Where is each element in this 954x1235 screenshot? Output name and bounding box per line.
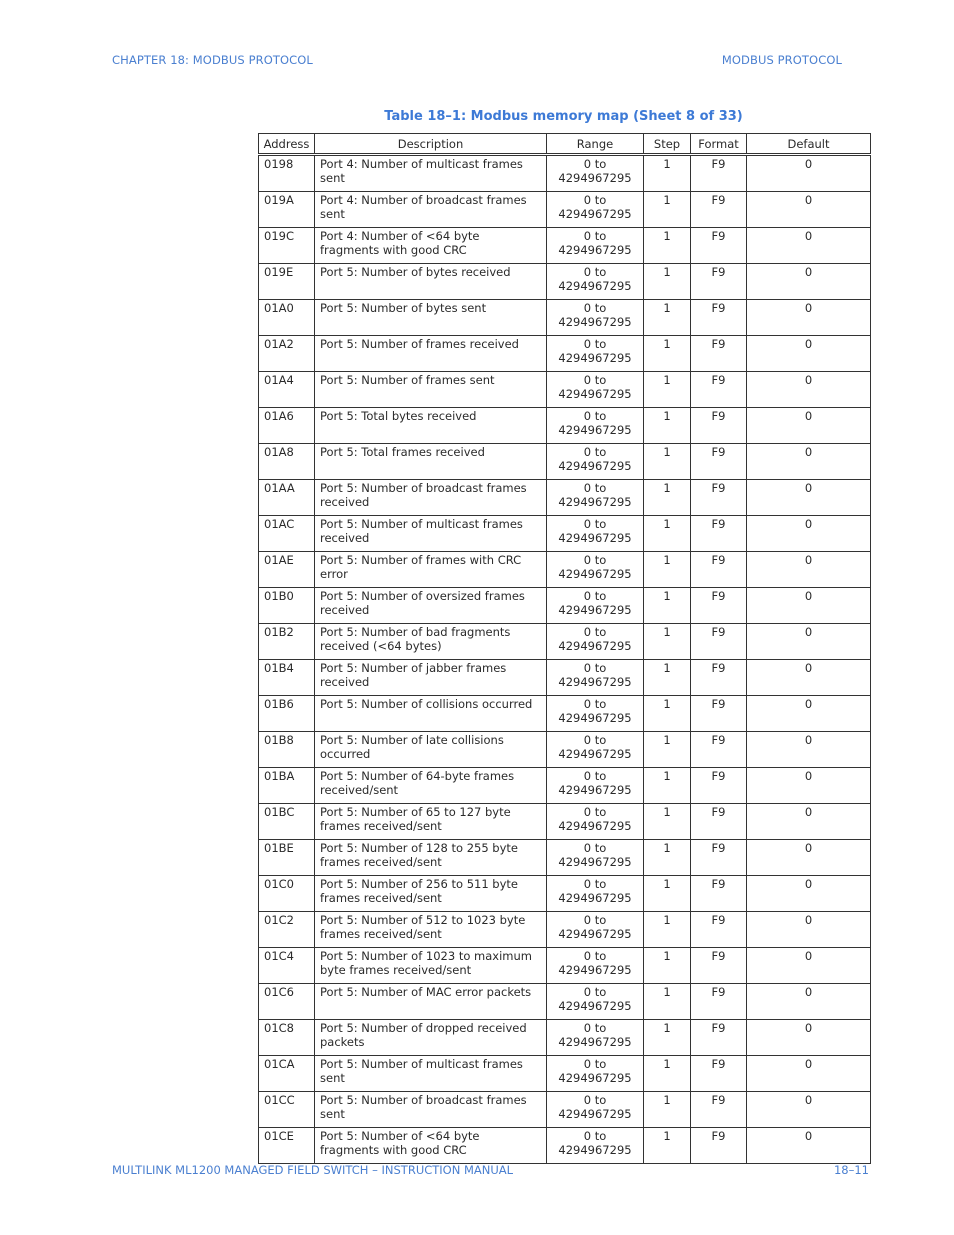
default-cell: 0 <box>747 768 871 804</box>
range-cell: 0 to 4294967295 <box>547 1056 644 1092</box>
step-cell: 1 <box>644 1128 691 1164</box>
format-cell: F9 <box>691 804 747 840</box>
step-cell: 1 <box>644 948 691 984</box>
address-cell: 01C8 <box>259 1020 315 1056</box>
address-cell: 01A2 <box>259 336 315 372</box>
step-cell: 1 <box>644 264 691 300</box>
address-cell: 01A0 <box>259 300 315 336</box>
address-cell: 01B2 <box>259 624 315 660</box>
step-cell: 1 <box>644 300 691 336</box>
step-cell: 1 <box>644 732 691 768</box>
description-cell: Port 5: Number of 128 to 255 byte frames received/sent <box>315 840 547 876</box>
range-cell: 0 to 4294967295 <box>547 660 644 696</box>
default-cell: 0 <box>747 588 871 624</box>
step-cell: 1 <box>644 1092 691 1128</box>
description-cell: Port 5: Number of 64-byte frames received/sent <box>315 768 547 804</box>
table-row <box>259 408 871 444</box>
default-cell: 0 <box>747 155 871 192</box>
step-cell: 1 <box>644 768 691 804</box>
table-row <box>259 444 871 480</box>
range-cell: 0 to 4294967295 <box>547 408 644 444</box>
default-cell: 0 <box>747 732 871 768</box>
table-row <box>259 768 871 804</box>
table-row <box>259 948 871 984</box>
format-cell: F9 <box>691 192 747 228</box>
description-cell: Port 5: Number of frames with CRC error <box>315 552 547 588</box>
address-cell: 01A8 <box>259 444 315 480</box>
description-cell: Port 5: Number of late collisions occurred <box>315 732 547 768</box>
format-cell: F9 <box>691 444 747 480</box>
table-row <box>259 588 871 624</box>
description-cell: Port 4: Number of broadcast frames sent <box>315 192 547 228</box>
format-cell: F9 <box>691 840 747 876</box>
description-cell: Port 5: Number of multicast frames received <box>315 516 547 552</box>
default-cell: 0 <box>747 696 871 732</box>
default-cell: 0 <box>747 192 871 228</box>
description-cell: Port 5: Number of jabber frames received <box>315 660 547 696</box>
format-cell: F9 <box>691 1092 747 1128</box>
step-cell: 1 <box>644 588 691 624</box>
default-cell: 0 <box>747 1020 871 1056</box>
default-cell: 0 <box>747 552 871 588</box>
range-cell: 0 to 4294967295 <box>547 264 644 300</box>
description-cell: Port 5: Number of MAC error packets <box>315 984 547 1020</box>
address-cell: 0198 <box>259 155 315 192</box>
table-row <box>259 1092 871 1128</box>
range-cell: 0 to 4294967295 <box>547 1128 644 1164</box>
range-cell: 0 to 4294967295 <box>547 372 644 408</box>
default-cell: 0 <box>747 804 871 840</box>
column-header-description: Description <box>315 134 547 155</box>
default-cell: 0 <box>747 624 871 660</box>
format-cell: F9 <box>691 912 747 948</box>
format-cell: F9 <box>691 1128 747 1164</box>
table-row <box>259 1056 871 1092</box>
range-cell: 0 to 4294967295 <box>547 444 644 480</box>
table-row <box>259 804 871 840</box>
table-row <box>259 372 871 408</box>
table-body <box>259 155 871 1164</box>
table-row <box>259 1020 871 1056</box>
format-cell: F9 <box>691 408 747 444</box>
chapter-header: CHAPTER 18: MODBUS PROTOCOL <box>112 53 313 67</box>
default-cell: 0 <box>747 408 871 444</box>
address-cell: 01C4 <box>259 948 315 984</box>
range-cell: 0 to 4294967295 <box>547 1092 644 1128</box>
range-cell: 0 to 4294967295 <box>547 552 644 588</box>
default-cell: 0 <box>747 372 871 408</box>
step-cell: 1 <box>644 336 691 372</box>
address-cell: 01AA <box>259 480 315 516</box>
table-header-row <box>259 134 871 155</box>
range-cell: 0 to 4294967295 <box>547 984 644 1020</box>
step-cell: 1 <box>644 840 691 876</box>
table-row <box>259 1128 871 1164</box>
format-cell: F9 <box>691 876 747 912</box>
step-cell: 1 <box>644 1020 691 1056</box>
step-cell: 1 <box>644 372 691 408</box>
table-row <box>259 732 871 768</box>
description-cell: Port 5: Number of broadcast frames received <box>315 480 547 516</box>
range-cell: 0 to 4294967295 <box>547 480 644 516</box>
default-cell: 0 <box>747 336 871 372</box>
table-row <box>259 192 871 228</box>
range-cell: 0 to 4294967295 <box>547 300 644 336</box>
format-cell: F9 <box>691 660 747 696</box>
table-row <box>259 480 871 516</box>
address-cell: 01B4 <box>259 660 315 696</box>
description-cell: Port 5: Number of broadcast frames sent <box>315 1092 547 1128</box>
format-cell: F9 <box>691 588 747 624</box>
range-cell: 0 to 4294967295 <box>547 840 644 876</box>
address-cell: 019A <box>259 192 315 228</box>
description-cell: Port 5: Number of 1023 to maximum byte frames received/sent <box>315 948 547 984</box>
description-cell: Port 5: Number of dropped received packets <box>315 1020 547 1056</box>
address-cell: 01BE <box>259 840 315 876</box>
step-cell: 1 <box>644 876 691 912</box>
format-cell: F9 <box>691 516 747 552</box>
table-row <box>259 876 871 912</box>
step-cell: 1 <box>644 192 691 228</box>
address-cell: 01C6 <box>259 984 315 1020</box>
description-cell: Port 5: Number of 256 to 511 byte frames received/sent <box>315 876 547 912</box>
format-cell: F9 <box>691 1020 747 1056</box>
address-cell: 01C2 <box>259 912 315 948</box>
description-cell: Port 5: Total frames received <box>315 444 547 480</box>
range-cell: 0 to 4294967295 <box>547 948 644 984</box>
manual-title-footer: MULTILINK ML1200 MANAGED FIELD SWITCH – INSTRUCTION MANUAL <box>112 1163 514 1177</box>
description-cell: Port 5: Number of <64 byte fragments with good CRC <box>315 1128 547 1164</box>
table-caption: Table 18–1: Modbus memory map (Sheet 8 of 33) <box>384 109 743 124</box>
step-cell: 1 <box>644 516 691 552</box>
description-cell: Port 5: Number of 512 to 1023 byte frames received/sent <box>315 912 547 948</box>
format-cell: F9 <box>691 300 747 336</box>
address-cell: 019C <box>259 228 315 264</box>
step-cell: 1 <box>644 552 691 588</box>
format-cell: F9 <box>691 696 747 732</box>
table-row <box>259 228 871 264</box>
table-row <box>259 696 871 732</box>
address-cell: 01BA <box>259 768 315 804</box>
column-header-format: Format <box>691 134 747 155</box>
format-cell: F9 <box>691 732 747 768</box>
default-cell: 0 <box>747 264 871 300</box>
format-cell: F9 <box>691 372 747 408</box>
table-row <box>259 840 871 876</box>
range-cell: 0 to 4294967295 <box>547 804 644 840</box>
step-cell: 1 <box>644 480 691 516</box>
range-cell: 0 to 4294967295 <box>547 696 644 732</box>
description-cell: Port 5: Number of bad fragments received (<64 bytes) <box>315 624 547 660</box>
address-cell: 01B0 <box>259 588 315 624</box>
step-cell: 1 <box>644 444 691 480</box>
range-cell: 0 to 4294967295 <box>547 588 644 624</box>
address-cell: 01B8 <box>259 732 315 768</box>
description-cell: Port 5: Number of multicast frames sent <box>315 1056 547 1092</box>
description-cell: Port 5: Number of oversized frames received <box>315 588 547 624</box>
table-row <box>259 624 871 660</box>
column-header-default: Default <box>747 134 871 155</box>
column-header-address: Address <box>259 134 315 155</box>
default-cell: 0 <box>747 516 871 552</box>
step-cell: 1 <box>644 912 691 948</box>
range-cell: 0 to 4294967295 <box>547 912 644 948</box>
step-cell: 1 <box>644 228 691 264</box>
default-cell: 0 <box>747 1128 871 1164</box>
section-header: MODBUS PROTOCOL <box>721 53 842 67</box>
default-cell: 0 <box>747 840 871 876</box>
format-cell: F9 <box>691 948 747 984</box>
range-cell: 0 to 4294967295 <box>547 732 644 768</box>
format-cell: F9 <box>691 984 747 1020</box>
address-cell: 01C0 <box>259 876 315 912</box>
default-cell: 0 <box>747 300 871 336</box>
table-row <box>259 516 871 552</box>
range-cell: 0 to 4294967295 <box>547 516 644 552</box>
step-cell: 1 <box>644 155 691 192</box>
column-header-range: Range <box>547 134 644 155</box>
address-cell: 019E <box>259 264 315 300</box>
default-cell: 0 <box>747 912 871 948</box>
description-cell: Port 4: Number of <64 byte fragments with good CRC <box>315 228 547 264</box>
table-row <box>259 155 871 192</box>
default-cell: 0 <box>747 1056 871 1092</box>
range-cell: 0 to 4294967295 <box>547 876 644 912</box>
table-row <box>259 552 871 588</box>
format-cell: F9 <box>691 768 747 804</box>
address-cell: 01BC <box>259 804 315 840</box>
step-cell: 1 <box>644 624 691 660</box>
description-cell: Port 5: Number of collisions occurred <box>315 696 547 732</box>
address-cell: 01A4 <box>259 372 315 408</box>
default-cell: 0 <box>747 228 871 264</box>
format-cell: F9 <box>691 228 747 264</box>
default-cell: 0 <box>747 984 871 1020</box>
format-cell: F9 <box>691 336 747 372</box>
modbus-memory-map-table <box>258 133 871 1164</box>
table-row <box>259 336 871 372</box>
description-cell: Port 5: Total bytes received <box>315 408 547 444</box>
default-cell: 0 <box>747 948 871 984</box>
table-row <box>259 264 871 300</box>
table-row <box>259 984 871 1020</box>
range-cell: 0 to 4294967295 <box>547 192 644 228</box>
address-cell: 01CA <box>259 1056 315 1092</box>
format-cell: F9 <box>691 480 747 516</box>
column-header-step: Step <box>644 134 691 155</box>
format-cell: F9 <box>691 1056 747 1092</box>
format-cell: F9 <box>691 552 747 588</box>
table-row <box>259 912 871 948</box>
format-cell: F9 <box>691 624 747 660</box>
step-cell: 1 <box>644 660 691 696</box>
table-row <box>259 660 871 696</box>
step-cell: 1 <box>644 984 691 1020</box>
description-cell: Port 5: Number of bytes received <box>315 264 547 300</box>
default-cell: 0 <box>747 480 871 516</box>
range-cell: 0 to 4294967295 <box>547 624 644 660</box>
range-cell: 0 to 4294967295 <box>547 768 644 804</box>
range-cell: 0 to 4294967295 <box>547 1020 644 1056</box>
step-cell: 1 <box>644 408 691 444</box>
address-cell: 01A6 <box>259 408 315 444</box>
step-cell: 1 <box>644 1056 691 1092</box>
address-cell: 01AE <box>259 552 315 588</box>
range-cell: 0 to 4294967295 <box>547 336 644 372</box>
address-cell: 01CC <box>259 1092 315 1128</box>
address-cell: 01CE <box>259 1128 315 1164</box>
default-cell: 0 <box>747 1092 871 1128</box>
description-cell: Port 5: Number of frames sent <box>315 372 547 408</box>
format-cell: F9 <box>691 155 747 192</box>
format-cell: F9 <box>691 264 747 300</box>
default-cell: 0 <box>747 444 871 480</box>
range-cell: 0 to 4294967295 <box>547 155 644 192</box>
description-cell: Port 5: Number of frames received <box>315 336 547 372</box>
address-cell: 01B6 <box>259 696 315 732</box>
description-cell: Port 5: Number of 65 to 127 byte frames received/sent <box>315 804 547 840</box>
default-cell: 0 <box>747 876 871 912</box>
range-cell: 0 to 4294967295 <box>547 228 644 264</box>
step-cell: 1 <box>644 696 691 732</box>
step-cell: 1 <box>644 804 691 840</box>
description-cell: Port 4: Number of multicast frames sent <box>315 155 547 192</box>
default-cell: 0 <box>747 660 871 696</box>
address-cell: 01AC <box>259 516 315 552</box>
table-row <box>259 300 871 336</box>
page-number: 18–11 <box>833 1163 869 1177</box>
description-cell: Port 5: Number of bytes sent <box>315 300 547 336</box>
